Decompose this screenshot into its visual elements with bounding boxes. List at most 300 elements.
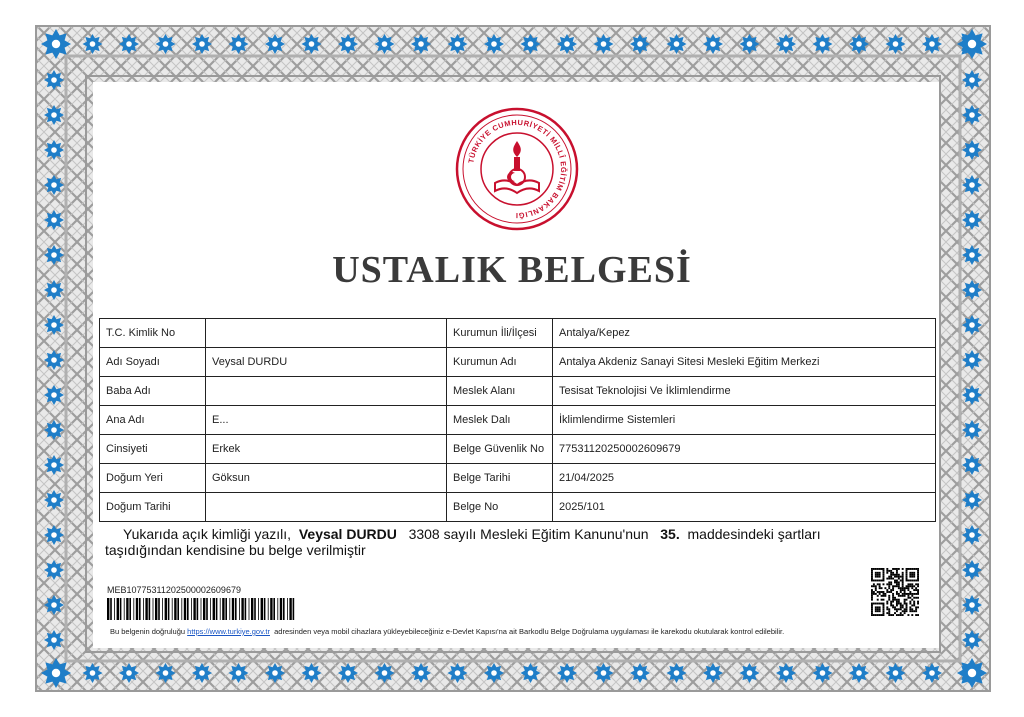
qr-cell bbox=[917, 583, 919, 585]
qr-cell bbox=[896, 610, 898, 612]
qr-cell bbox=[906, 574, 908, 576]
barcode-bar bbox=[210, 598, 211, 620]
field-label: Kurumun Adı bbox=[447, 348, 553, 377]
field-label: Baba Adı bbox=[100, 377, 206, 406]
qr-cell bbox=[877, 568, 879, 570]
barcode-bar bbox=[289, 598, 291, 620]
qr-cell bbox=[902, 614, 904, 616]
field-label: T.C. Kimlik No bbox=[100, 319, 206, 348]
qr-cell bbox=[894, 597, 896, 599]
qr-cell bbox=[883, 578, 885, 580]
star-center bbox=[163, 670, 169, 676]
barcode-bar bbox=[145, 598, 147, 620]
qr-cell bbox=[871, 599, 873, 601]
qr-cell bbox=[915, 608, 917, 610]
qr-cell bbox=[871, 610, 873, 612]
barcode-bar bbox=[126, 598, 128, 620]
star-center bbox=[272, 41, 278, 47]
barcode-bar bbox=[277, 598, 278, 620]
qr-cell bbox=[890, 578, 892, 580]
barcode-bar bbox=[203, 598, 205, 620]
qr-cell bbox=[890, 574, 892, 576]
qr-cell bbox=[875, 608, 877, 610]
qr-cell bbox=[917, 593, 919, 595]
qr-cell bbox=[898, 585, 900, 587]
star-center bbox=[856, 41, 862, 47]
qr-cell bbox=[892, 614, 894, 616]
star-center bbox=[51, 637, 57, 643]
barcode-bar bbox=[117, 598, 119, 620]
qr-cell bbox=[888, 576, 890, 578]
qr-cell bbox=[881, 580, 883, 582]
qr-cell bbox=[881, 568, 883, 570]
qr-cell bbox=[879, 568, 881, 570]
qr-cell bbox=[907, 593, 909, 595]
qr-cell bbox=[898, 574, 900, 576]
verification-footer bbox=[110, 627, 784, 636]
qr-cell bbox=[900, 606, 902, 608]
star-center bbox=[51, 497, 57, 503]
qr-cell bbox=[896, 576, 898, 578]
qr-cell bbox=[894, 608, 896, 610]
qr-cell bbox=[871, 576, 873, 578]
qr-cell bbox=[883, 568, 885, 570]
qr-cell bbox=[877, 614, 879, 616]
star-center bbox=[345, 41, 351, 47]
qr-cell bbox=[886, 570, 888, 572]
field-label: Cinsiyeti bbox=[100, 435, 206, 464]
star-center bbox=[969, 112, 975, 118]
barcode-bar bbox=[280, 598, 282, 620]
star-center bbox=[856, 670, 862, 676]
star-center bbox=[163, 41, 169, 47]
table-row bbox=[100, 377, 936, 406]
qr-cell bbox=[907, 587, 909, 589]
qr-cell bbox=[896, 599, 898, 601]
qr-cell bbox=[892, 604, 894, 606]
qr-cell bbox=[907, 568, 909, 570]
barcode-bar bbox=[133, 598, 134, 620]
star-center bbox=[51, 462, 57, 468]
qr-cell bbox=[879, 614, 881, 616]
qr-cell bbox=[904, 612, 906, 614]
star-center bbox=[272, 670, 278, 676]
field-value bbox=[206, 377, 447, 406]
field-value: Veysal DURDU bbox=[206, 348, 447, 377]
qr-cell bbox=[871, 578, 873, 580]
qr-cell bbox=[913, 601, 915, 603]
holder-name: Veysal DURDU bbox=[298, 526, 397, 542]
qr-cell bbox=[906, 593, 908, 595]
qr-cell bbox=[871, 604, 873, 606]
meb-seal-icon bbox=[455, 107, 579, 231]
star-center bbox=[893, 670, 899, 676]
barcode-bar bbox=[153, 598, 154, 620]
qr-cell bbox=[898, 568, 900, 570]
barcode-bar bbox=[149, 598, 151, 620]
qr-cell bbox=[888, 614, 890, 616]
star-center bbox=[674, 41, 680, 47]
qr-cell bbox=[884, 593, 886, 595]
star-center bbox=[199, 41, 205, 47]
star-center bbox=[969, 637, 975, 643]
qr-cell bbox=[907, 614, 909, 616]
qr-cell bbox=[900, 612, 902, 614]
qr-cell bbox=[900, 608, 902, 610]
star-center bbox=[51, 602, 57, 608]
star-center bbox=[783, 41, 789, 47]
qr-cell bbox=[871, 593, 873, 595]
qr-cell bbox=[902, 576, 904, 578]
qr-cell bbox=[894, 576, 896, 578]
qr-cell bbox=[915, 589, 917, 591]
qr-cell bbox=[915, 593, 917, 595]
qr-cell bbox=[913, 610, 915, 612]
star-center bbox=[309, 41, 315, 47]
qr-cell bbox=[913, 574, 915, 576]
star-center bbox=[455, 41, 461, 47]
star-center bbox=[968, 40, 976, 48]
qr-cell bbox=[890, 589, 892, 591]
qr-cell bbox=[894, 585, 896, 587]
qr-cell bbox=[888, 581, 890, 583]
star-center bbox=[564, 41, 570, 47]
qr-cell bbox=[890, 603, 892, 605]
star-center bbox=[929, 670, 935, 676]
statement-part1: Yukarıda açık kimliği yazılı, bbox=[123, 526, 292, 542]
field-label: Adı Soyadı bbox=[100, 348, 206, 377]
star-center bbox=[199, 670, 205, 676]
star-center bbox=[51, 567, 57, 573]
qr-cell bbox=[902, 610, 904, 612]
qr-cell bbox=[906, 578, 908, 580]
qr-cell bbox=[917, 578, 919, 580]
qr-cell bbox=[886, 612, 888, 614]
qr-cell bbox=[909, 583, 911, 585]
barcode-bar bbox=[232, 598, 234, 620]
qr-cell bbox=[884, 595, 886, 597]
qr-cell bbox=[877, 595, 879, 597]
qr-cell bbox=[911, 587, 913, 589]
barcode-bar bbox=[206, 598, 208, 620]
qr-cell bbox=[892, 589, 894, 591]
barcode-bar bbox=[107, 598, 109, 620]
field-value: Erkek bbox=[206, 435, 447, 464]
star-center bbox=[51, 427, 57, 433]
barcode-bar bbox=[184, 598, 186, 620]
qr-cell bbox=[913, 597, 915, 599]
qr-cell bbox=[898, 614, 900, 616]
statement-part3: maddesindeki şartları bbox=[687, 526, 821, 542]
star-center bbox=[455, 670, 461, 676]
footer-suffix: adresinden veya mobil cihazlara yükleyebileceğiniz e-Devlet Kapısı'na ait Barkodlu Belge Doğrulama uygulaması ile karekodu okutularak kontrol edilebilir. bbox=[274, 627, 785, 636]
qr-cell bbox=[894, 606, 896, 608]
barcode-bar bbox=[191, 598, 192, 620]
star-center bbox=[969, 497, 975, 503]
qr-cell bbox=[896, 580, 898, 582]
star-center bbox=[51, 112, 57, 118]
qr-cell bbox=[875, 589, 877, 591]
seal-text: TÜRKİYE CUMHURİYETİ MİLLÎ EĞİTİM BAKANLIĞI bbox=[466, 117, 569, 221]
qr-cell bbox=[894, 599, 896, 601]
qr-cell bbox=[902, 595, 904, 597]
qr-cell bbox=[911, 585, 913, 587]
barcode-bar bbox=[264, 598, 266, 620]
barcode-bar bbox=[168, 598, 170, 620]
qr-cell bbox=[902, 587, 904, 589]
qr-cell bbox=[913, 580, 915, 582]
star-center bbox=[637, 41, 643, 47]
qr-cell bbox=[917, 576, 919, 578]
qr-cell bbox=[907, 585, 909, 587]
table-row bbox=[100, 435, 936, 464]
qr-cell bbox=[881, 595, 883, 597]
qr-cell bbox=[877, 574, 879, 576]
qr-cell bbox=[917, 585, 919, 587]
star-center bbox=[51, 322, 57, 328]
qr-cell bbox=[898, 593, 900, 595]
qr-cell bbox=[871, 585, 873, 587]
qr-cell bbox=[906, 568, 908, 570]
qr-cell bbox=[906, 606, 908, 608]
qr-cell bbox=[911, 614, 913, 616]
qr-cell bbox=[911, 583, 913, 585]
star-center bbox=[969, 602, 975, 608]
qr-cell bbox=[879, 608, 881, 610]
qr-cell bbox=[875, 585, 877, 587]
star-center bbox=[491, 41, 497, 47]
qr-cell bbox=[888, 587, 890, 589]
qr-cell bbox=[873, 614, 875, 616]
barcode-bar bbox=[162, 598, 163, 620]
star-center bbox=[969, 532, 975, 538]
qr-cell bbox=[917, 601, 919, 603]
qr-cell bbox=[909, 610, 911, 612]
qr-cell bbox=[904, 593, 906, 595]
qr-cell bbox=[888, 608, 890, 610]
star-center bbox=[783, 670, 789, 676]
qr-cell bbox=[873, 603, 875, 605]
qr-cell bbox=[911, 608, 913, 610]
qr-cell bbox=[907, 595, 909, 597]
qr-cell bbox=[886, 583, 888, 585]
qr-cell bbox=[900, 604, 902, 606]
qr-cell bbox=[883, 604, 885, 606]
qr-cell bbox=[877, 608, 879, 610]
qr-cell bbox=[913, 572, 915, 574]
qr-cell bbox=[888, 599, 890, 601]
qr-cell bbox=[915, 580, 917, 582]
qr-cell bbox=[917, 597, 919, 599]
qr-cell bbox=[911, 595, 913, 597]
qr-cell bbox=[883, 606, 885, 608]
qr-cell bbox=[894, 581, 896, 583]
star-center bbox=[601, 41, 607, 47]
field-label: Ana Adı bbox=[100, 406, 206, 435]
star-center bbox=[601, 670, 607, 676]
star-center bbox=[418, 41, 424, 47]
barcode-bar bbox=[201, 598, 202, 620]
certificate-statement bbox=[105, 526, 925, 558]
star-center bbox=[564, 670, 570, 676]
star-center bbox=[51, 532, 57, 538]
qr-cell bbox=[890, 604, 892, 606]
qr-cell bbox=[892, 587, 894, 589]
qr-cell bbox=[875, 574, 877, 576]
star-center bbox=[969, 462, 975, 468]
qr-cell bbox=[886, 572, 888, 574]
qr-cell bbox=[902, 578, 904, 580]
qr-cell bbox=[890, 572, 892, 574]
qr-cell bbox=[907, 583, 909, 585]
qr-cell bbox=[875, 606, 877, 608]
qr-cell bbox=[904, 608, 906, 610]
qr-cell bbox=[906, 576, 908, 578]
qr-cell bbox=[900, 576, 902, 578]
barcode-bar bbox=[124, 598, 125, 620]
qr-cell bbox=[894, 580, 896, 582]
qr-cell bbox=[886, 589, 888, 591]
qr-cell bbox=[871, 595, 873, 597]
article-number: 35. bbox=[660, 526, 680, 542]
qr-cell bbox=[909, 580, 911, 582]
qr-cell bbox=[888, 570, 890, 572]
qr-cell bbox=[911, 604, 913, 606]
qr-cell bbox=[875, 603, 877, 605]
qr-cell bbox=[875, 593, 877, 595]
qr-cell bbox=[877, 576, 879, 578]
qr-cell bbox=[892, 601, 894, 603]
qr-cell bbox=[890, 581, 892, 583]
qr-cell bbox=[879, 580, 881, 582]
star-center bbox=[969, 217, 975, 223]
qr-cell bbox=[877, 610, 879, 612]
qr-cell bbox=[888, 591, 890, 593]
qr-cell bbox=[871, 612, 873, 614]
qr-cell bbox=[900, 591, 902, 593]
qr-cell bbox=[917, 570, 919, 572]
barcode-bar bbox=[239, 598, 240, 620]
qr-cell bbox=[900, 589, 902, 591]
barcode-bar bbox=[254, 598, 256, 620]
star-center bbox=[747, 670, 753, 676]
barcode-bar bbox=[110, 598, 112, 620]
field-value: İklimlendirme Sistemleri bbox=[553, 406, 936, 435]
barcode-bar bbox=[258, 598, 259, 620]
qr-cell bbox=[890, 601, 892, 603]
barcode-bar bbox=[293, 598, 295, 620]
qr-cell bbox=[909, 597, 911, 599]
qr-cell bbox=[883, 595, 885, 597]
statement-part2: 3308 sayılı Mesleki Eğitim Kanunu'nun bbox=[408, 526, 649, 542]
barcode-bar bbox=[245, 598, 247, 620]
qr-cell bbox=[902, 606, 904, 608]
qr-cell bbox=[892, 572, 894, 574]
barcode-bar bbox=[249, 598, 250, 620]
qr-cell bbox=[875, 576, 877, 578]
qr-cell bbox=[888, 578, 890, 580]
star-center bbox=[382, 41, 388, 47]
qr-cell bbox=[883, 603, 885, 605]
field-label: Meslek Dalı bbox=[447, 406, 553, 435]
qr-cell bbox=[913, 604, 915, 606]
table-row bbox=[100, 493, 936, 522]
qr-cell bbox=[917, 574, 919, 576]
field-value: E... bbox=[206, 406, 447, 435]
star-center bbox=[90, 670, 96, 676]
field-label: Kurumun İli/İlçesi bbox=[447, 319, 553, 348]
qr-cell bbox=[909, 608, 911, 610]
info-table bbox=[99, 318, 936, 522]
qr-cell bbox=[898, 581, 900, 583]
star-center bbox=[747, 41, 753, 47]
qr-cell bbox=[902, 589, 904, 591]
barcode-bar bbox=[172, 598, 173, 620]
qr-cell bbox=[896, 591, 898, 593]
qr-cell bbox=[879, 572, 881, 574]
qr-cell bbox=[917, 589, 919, 591]
qr-cell bbox=[917, 568, 919, 570]
barcode-bar bbox=[136, 598, 138, 620]
qr-cell bbox=[917, 591, 919, 593]
barcode-bar bbox=[268, 598, 269, 620]
barcode-bar bbox=[120, 598, 122, 620]
qr-cell bbox=[898, 587, 900, 589]
star-center bbox=[528, 670, 534, 676]
qr-cell bbox=[877, 583, 879, 585]
qr-cell bbox=[871, 589, 873, 591]
qr-cell bbox=[888, 583, 890, 585]
turkiye-gov-link[interactable]: https://www.turkiye.gov.tr bbox=[187, 627, 270, 636]
qr-cell bbox=[900, 614, 902, 616]
qr-cell bbox=[875, 568, 877, 570]
qr-cell bbox=[900, 595, 902, 597]
star-center bbox=[51, 392, 57, 398]
qr-cell bbox=[894, 568, 896, 570]
qr-cell bbox=[913, 603, 915, 605]
qr-cell bbox=[883, 576, 885, 578]
qr-cell bbox=[883, 612, 885, 614]
barcode-bar bbox=[158, 598, 160, 620]
star-center bbox=[309, 670, 315, 676]
star-center bbox=[969, 567, 975, 573]
qr-cell bbox=[909, 603, 911, 605]
qr-cell bbox=[886, 608, 888, 610]
qr-cell bbox=[879, 606, 881, 608]
qr-cell bbox=[879, 593, 881, 595]
qr-cell bbox=[871, 572, 873, 574]
statement-line2: taşıdığından kendisine bu belge verilmiştir bbox=[105, 542, 366, 558]
qr-cell bbox=[898, 576, 900, 578]
qr-cell bbox=[906, 572, 908, 574]
star-center bbox=[126, 670, 132, 676]
qr-cell bbox=[892, 578, 894, 580]
qr-cell bbox=[913, 589, 915, 591]
qr-cell bbox=[871, 608, 873, 610]
qr-cell bbox=[881, 614, 883, 616]
qr-cell bbox=[896, 570, 898, 572]
qr-cell bbox=[906, 599, 908, 601]
qr-cell bbox=[909, 606, 911, 608]
star-center bbox=[637, 670, 643, 676]
barcode-bar bbox=[222, 598, 224, 620]
qr-cell bbox=[898, 608, 900, 610]
star-center bbox=[710, 41, 716, 47]
star-center bbox=[674, 670, 680, 676]
qr-cell bbox=[906, 604, 908, 606]
qr-cell bbox=[902, 593, 904, 595]
qr-cell bbox=[907, 580, 909, 582]
